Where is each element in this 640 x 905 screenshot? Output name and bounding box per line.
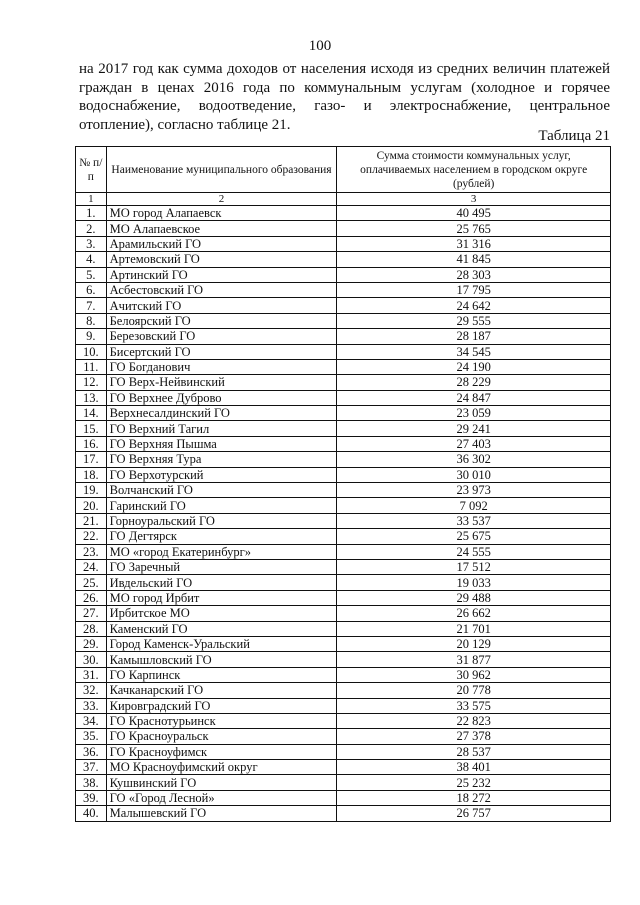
- municipality-name: ГО Карпинск: [106, 667, 337, 682]
- row-number: 26.: [76, 590, 107, 605]
- row-number: 1.: [76, 206, 107, 221]
- row-number: 33.: [76, 698, 107, 713]
- table-row: [76, 498, 611, 513]
- row-number: 17.: [76, 452, 107, 467]
- municipality-name: Горноуральский ГО: [106, 513, 337, 528]
- municipality-name: МО город Алапаевск: [106, 206, 337, 221]
- utility-cost-value: 24 847: [337, 390, 611, 405]
- row-number: 28.: [76, 621, 107, 636]
- table-row: [76, 313, 611, 328]
- utility-cost-value: 21 701: [337, 621, 611, 636]
- utility-cost-value: 25 675: [337, 529, 611, 544]
- utility-cost-value: 24 190: [337, 359, 611, 374]
- row-number: 23.: [76, 544, 107, 559]
- table-row: [76, 559, 611, 574]
- table-row: [76, 667, 611, 682]
- utility-cost-value: 30 962: [337, 667, 611, 682]
- municipality-name: МО город Ирбит: [106, 590, 337, 605]
- utility-cost-value: 28 537: [337, 744, 611, 759]
- table-row: [76, 467, 611, 482]
- table-row: [76, 636, 611, 651]
- utility-cost-value: 29 488: [337, 590, 611, 605]
- row-number: 22.: [76, 529, 107, 544]
- table-row: [76, 206, 611, 221]
- municipality-name: Бисертский ГО: [106, 344, 337, 359]
- municipality-name: Город Каменск-Уральский: [106, 636, 337, 651]
- table-row: [76, 390, 611, 405]
- table-row: [76, 513, 611, 528]
- row-number: 30.: [76, 652, 107, 667]
- municipality-name: ГО Красноуральск: [106, 729, 337, 744]
- table-row: [76, 713, 611, 728]
- table-row: [76, 775, 611, 790]
- municipality-name: Волчанский ГО: [106, 483, 337, 498]
- utility-cost-value: 23 059: [337, 406, 611, 421]
- column-number: 1: [76, 193, 107, 206]
- utility-cost-value: 41 845: [337, 252, 611, 267]
- table-row: [76, 344, 611, 359]
- table-row: [76, 282, 611, 297]
- municipality-name: ГО Дегтярск: [106, 529, 337, 544]
- row-number: 25.: [76, 575, 107, 590]
- row-number: 37.: [76, 760, 107, 775]
- table-row: [76, 436, 611, 451]
- municipality-name: МО Красноуфимский округ: [106, 760, 337, 775]
- table-row: [76, 760, 611, 775]
- municipality-name: Гаринский ГО: [106, 498, 337, 513]
- municipality-name: ГО Верхний Тагил: [106, 421, 337, 436]
- row-number: 9.: [76, 329, 107, 344]
- row-number: 15.: [76, 421, 107, 436]
- utility-cost-value: 25 232: [337, 775, 611, 790]
- municipality-name: Верхнесалдинский ГО: [106, 406, 337, 421]
- municipality-name: Артемовский ГО: [106, 252, 337, 267]
- column-number: 2: [106, 193, 337, 206]
- row-number: 39.: [76, 790, 107, 805]
- table-row: [76, 252, 611, 267]
- utility-cost-value: 40 495: [337, 206, 611, 221]
- utility-cost-value: 17 512: [337, 559, 611, 574]
- utility-cost-value: 34 545: [337, 344, 611, 359]
- header-name: Наименование муниципального образования: [106, 147, 337, 193]
- municipality-name: Ирбитское МО: [106, 606, 337, 621]
- table-row: [76, 452, 611, 467]
- intro-paragraph: на 2017 год как сумма доходов от населения исходя из средних величин платежей граждан в ценах 2016 года по коммунальным услугам (холодное и горячее водоснабжение, водоотведение, газо- и электроснабжение, центральное отопление), согласно таблице 21.: [79, 61, 610, 133]
- table-row: [76, 806, 611, 821]
- table-row: [76, 698, 611, 713]
- row-number: 14.: [76, 406, 107, 421]
- municipality-name: ГО Заречный: [106, 559, 337, 574]
- municipality-name: ГО Верхотурский: [106, 467, 337, 482]
- table-body: [76, 206, 611, 822]
- municipality-name: Асбестовский ГО: [106, 282, 337, 297]
- row-number: 8.: [76, 313, 107, 328]
- table-row: [76, 298, 611, 313]
- utility-cost-value: 25 765: [337, 221, 611, 236]
- utility-cost-value: 27 378: [337, 729, 611, 744]
- municipality-name: ГО Верхняя Тура: [106, 452, 337, 467]
- utility-cost-value: 22 823: [337, 713, 611, 728]
- row-number: 34.: [76, 713, 107, 728]
- table-row: [76, 483, 611, 498]
- row-number: 24.: [76, 559, 107, 574]
- table-row: [76, 236, 611, 251]
- municipality-name: ГО Верхняя Пышма: [106, 436, 337, 451]
- utility-cost-value: 26 662: [337, 606, 611, 621]
- utility-cost-value: 36 302: [337, 452, 611, 467]
- header-num: № п/п: [76, 147, 107, 193]
- utility-cost-value: 24 555: [337, 544, 611, 559]
- municipality-name: МО Алапаевское: [106, 221, 337, 236]
- table-row: [76, 729, 611, 744]
- utility-cost-value: 24 642: [337, 298, 611, 313]
- municipality-name: Кушвинский ГО: [106, 775, 337, 790]
- row-number: 12.: [76, 375, 107, 390]
- utility-cost-value: 28 303: [337, 267, 611, 282]
- row-number: 20.: [76, 498, 107, 513]
- utility-cost-value: 7 092: [337, 498, 611, 513]
- row-number: 21.: [76, 513, 107, 528]
- row-number: 3.: [76, 236, 107, 251]
- table-row: [76, 329, 611, 344]
- table-row: [76, 375, 611, 390]
- municipality-name: Малышевский ГО: [106, 806, 337, 821]
- municipality-name: Ачитский ГО: [106, 298, 337, 313]
- utility-cost-value: 27 403: [337, 436, 611, 451]
- table-row: [76, 544, 611, 559]
- utility-cost-value: 20 129: [337, 636, 611, 651]
- row-number: 2.: [76, 221, 107, 236]
- table-row: [76, 652, 611, 667]
- municipality-name: Артинский ГО: [106, 267, 337, 282]
- row-number: 11.: [76, 359, 107, 374]
- table-row: [76, 267, 611, 282]
- row-number: 13.: [76, 390, 107, 405]
- table-row: [76, 606, 611, 621]
- utility-cost-value: 31 316: [337, 236, 611, 251]
- municipality-name: Березовский ГО: [106, 329, 337, 344]
- utility-cost-value: 31 877: [337, 652, 611, 667]
- header-value: Сумма стоимости коммунальных услуг, оплачиваемых населением в городском округе (рублей): [337, 147, 611, 193]
- utilities-cost-table: [75, 146, 611, 822]
- table-row: [76, 590, 611, 605]
- municipality-name: МО «город Екатеринбург»: [106, 544, 337, 559]
- utility-cost-value: 17 795: [337, 282, 611, 297]
- table-row: [76, 621, 611, 636]
- utility-cost-value: 33 575: [337, 698, 611, 713]
- table-row: [76, 744, 611, 759]
- row-number: 32.: [76, 683, 107, 698]
- utility-cost-value: 29 555: [337, 313, 611, 328]
- row-number: 18.: [76, 467, 107, 482]
- utility-cost-value: 29 241: [337, 421, 611, 436]
- utility-cost-value: 20 778: [337, 683, 611, 698]
- row-number: 40.: [76, 806, 107, 821]
- municipality-name: ГО «Город Лесной»: [106, 790, 337, 805]
- row-number: 4.: [76, 252, 107, 267]
- municipality-name: ГО Богданович: [106, 359, 337, 374]
- table-row: [76, 221, 611, 236]
- row-number: 10.: [76, 344, 107, 359]
- municipality-name: Качканарский ГО: [106, 683, 337, 698]
- utility-cost-value: 26 757: [337, 806, 611, 821]
- utility-cost-value: 28 229: [337, 375, 611, 390]
- municipality-name: ГО Красноуфимск: [106, 744, 337, 759]
- row-number: 36.: [76, 744, 107, 759]
- row-number: 38.: [76, 775, 107, 790]
- utility-cost-value: 18 272: [337, 790, 611, 805]
- row-number: 5.: [76, 267, 107, 282]
- row-number: 27.: [76, 606, 107, 621]
- table-row: [76, 575, 611, 590]
- row-number: 6.: [76, 282, 107, 297]
- municipality-name: ГО Краснотурьинск: [106, 713, 337, 728]
- column-number: 3: [337, 193, 611, 206]
- page-number: 100: [308, 38, 332, 54]
- row-number: 7.: [76, 298, 107, 313]
- municipality-name: Кировградский ГО: [106, 698, 337, 713]
- row-number: 31.: [76, 667, 107, 682]
- municipality-name: Каменский ГО: [106, 621, 337, 636]
- utility-cost-value: 30 010: [337, 467, 611, 482]
- municipality-name: Ивдельский ГО: [106, 575, 337, 590]
- utility-cost-value: 28 187: [337, 329, 611, 344]
- table-row: [76, 683, 611, 698]
- row-number: 35.: [76, 729, 107, 744]
- table-row: [76, 359, 611, 374]
- table-row: [76, 421, 611, 436]
- table-caption: Таблица 21: [538, 128, 610, 144]
- utility-cost-value: 19 033: [337, 575, 611, 590]
- table-row: [76, 406, 611, 421]
- utility-cost-value: 38 401: [337, 760, 611, 775]
- municipality-name: Арамильский ГО: [106, 236, 337, 251]
- row-number: 19.: [76, 483, 107, 498]
- utility-cost-value: 33 537: [337, 513, 611, 528]
- row-number: 16.: [76, 436, 107, 451]
- table-row: [76, 790, 611, 805]
- municipality-name: ГО Верх-Нейвинский: [106, 375, 337, 390]
- municipality-name: Камышловский ГО: [106, 652, 337, 667]
- utility-cost-value: 23 973: [337, 483, 611, 498]
- table-row: [76, 529, 611, 544]
- row-number: 29.: [76, 636, 107, 651]
- municipality-name: Белоярский ГО: [106, 313, 337, 328]
- municipality-name: ГО Верхнее Дуброво: [106, 390, 337, 405]
